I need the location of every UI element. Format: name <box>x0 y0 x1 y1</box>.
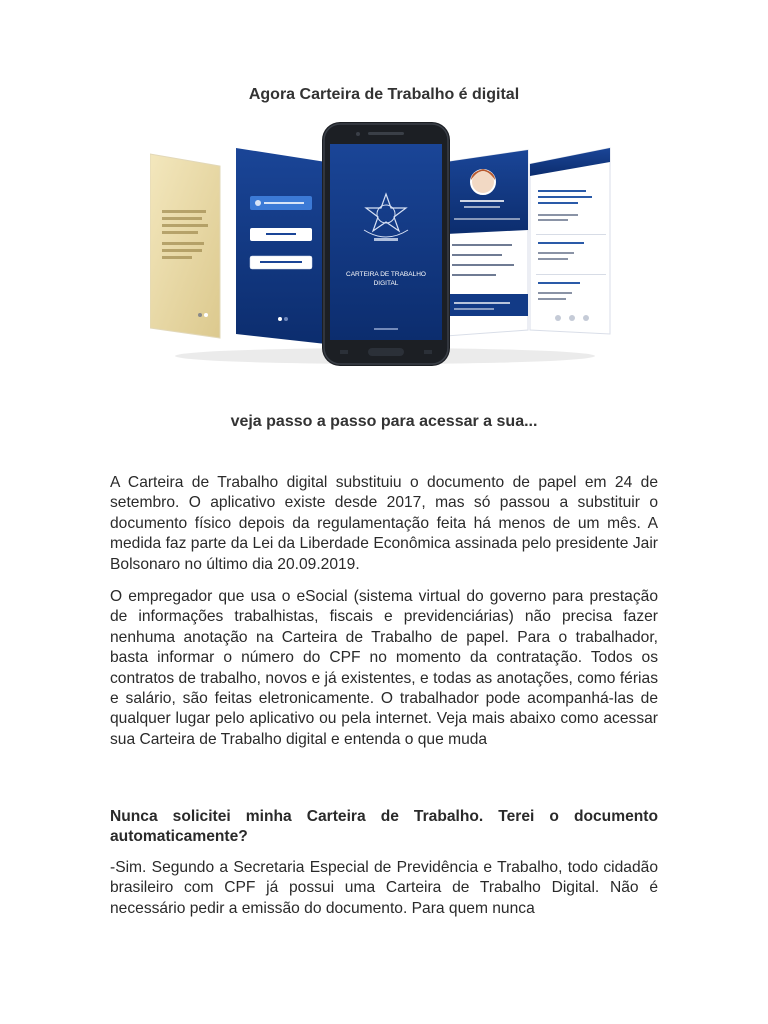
document-title: Agora Carteira de Trabalho é digital <box>248 86 520 103</box>
phone-screen-text-line-2: DIGITAL <box>373 280 399 287</box>
paragraph-3: -Sim. Segundo a Secretaria Especial de Previdência e Trabalho, todo cidadão brasileiro com CPF já possui uma Carteira de Trabalho Digital. Não é necessário pedir a emissão do documento. Para quem nunca <box>110 859 658 917</box>
document-subtitle: veja passo a passo para acessar a sua... <box>230 413 538 430</box>
login-screen-card <box>236 148 326 344</box>
question-heading: Nunca solicitei minha Carteira de Trabalho. Terei o documento automaticamente? <box>110 808 658 846</box>
smartphone <box>322 122 450 366</box>
paragraph-1: A Carteira de Trabalho digital substituiu o documento de papel em 24 de setembro. O aplicativo existe desde 2017, mas só passou a substituir o documento físico depois da regulamentação feita há menos de um mês. A medida faz parte da Lei da Liberdade Econômica assinada pelo presidente Jair Bolsonaro no último dia 20.09.2019. <box>110 474 658 573</box>
intro-screen-card <box>150 154 220 338</box>
contracts-screen-card <box>530 148 610 334</box>
app-illustration <box>150 118 620 370</box>
phone-screen-text-line-1: CARTEIRA DE TRABALHO <box>346 271 426 278</box>
paragraph-2: O empregador que usa o eSocial (sistema virtual do governo para prestação de informações trabalhistas, fiscais e previdenciárias) não precisa fazer nenhuma anotação na Carteira de Trabalho de papel. Para o trabalhador, basta informar o número do CPF no momento da contratação. Todos os contratos de trabalho, novos e já existentes, e todas as anotações, como férias e salário, são feitas eletronicamente. O trabalhador pode acompanhá-las de qualquer lugar pelo aplicativo ou pela internet. Veja mais abaixo como acessar sua Carteira de Trabalho digital e entenda o que muda <box>110 588 658 748</box>
profile-screen-card <box>446 150 528 336</box>
